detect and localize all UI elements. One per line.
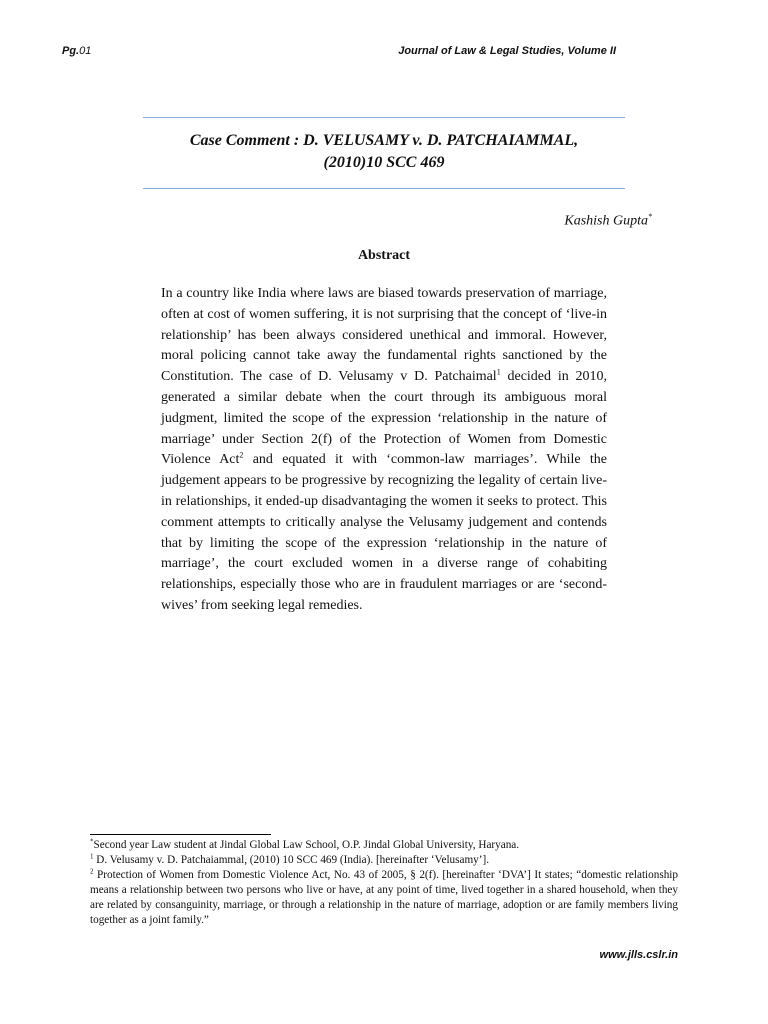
footnote-mark: 1	[90, 852, 94, 861]
footnote-author	[90, 838, 678, 853]
footnote-text: Second year Law student at Jindal Global Law School, O.P. Jindal Global University, Haryana.	[93, 839, 520, 851]
footer-url[interactable]: www.jlls.cslr.in	[599, 949, 678, 961]
author-name-text: Kashish Gupta	[564, 213, 648, 229]
footnote-separator	[90, 834, 271, 835]
footnote-mark: *	[90, 837, 94, 846]
author-footnote-mark: *	[648, 212, 652, 221]
footnotes	[90, 838, 678, 928]
footnote-ref-2: 2	[239, 450, 244, 460]
page-prefix: Pg.	[62, 45, 80, 57]
author-name	[564, 212, 652, 230]
abstract-text-1: In a country like India where laws are biased towards preservation of marriage, often at cost of women suffering, it is not surprising that the concept of ‘live-in relationship’ has been always considered unethical and immoral. However, moral policing cannot take away the fundamental rights sanctioned by the Constitution. The case of D. Velusamy v D. Patchaimal	[161, 286, 607, 385]
title-bottom-rule	[143, 188, 625, 189]
abstract-body	[161, 284, 607, 617]
journal-name: Journal of Law & Legal Studies, Volume II	[398, 45, 616, 57]
abstract-heading: Abstract	[357, 248, 411, 263]
page-number	[62, 45, 91, 57]
footnote-2	[90, 868, 678, 928]
title-top-rule	[143, 117, 625, 118]
title-line-1: Case Comment : D. VELUSAMY v. D. PATCHAIAMMAL,	[189, 132, 579, 149]
footnote-text: D. Velusamy v. D. Patchaiammal, (2010) 10 SCC 469 (India). [hereinafter ‘Velusamy’].	[93, 854, 490, 866]
abstract-text-3: and equated it with ‘common-law marriages’. While the judgement appears to be progressive by recognizing the legality of certain live-in relationships, it ended-up disadvantaging the women it seeks to protect. This comment attempts to critically analyse the Velusamy judgement and contends that by limiting the scope of the expression ‘relationship in the nature of marriage’, the court excluded women in a diverse range of cohabiting relationships, especially those who are in fraudulent marriages or are ‘second-wives’ from seeking legal remedies.	[161, 452, 608, 613]
page-number-value: 01	[79, 45, 92, 57]
footnote-mark: 2	[90, 867, 94, 876]
article-title	[143, 130, 625, 174]
footnote-text: Protection of Women from Domestic Violence Act, No. 43 of 2005, § 2(f). [hereinafter ‘DVA’] It states; “domestic relationship means a relationship between two persons who live or have, at any point of time, lived together in a shared household, when they are related by consanguinity, marriage, or through a relationship in the nature of marriage, adoption or are family members living together as a joint family.”	[90, 869, 678, 926]
title-line-2: (2010)10 SCC 469	[323, 154, 445, 171]
footnote-1	[90, 853, 678, 868]
footnote-ref-1: 1	[496, 367, 501, 377]
abstract-text-2: decided in 2010, generated a similar debate when the court through its ambiguous moral judgment, limited the scope of the expression ‘relationship in the nature of marriage’ under Section 2(f) of the Protection of Women from Domestic Violence Act	[161, 369, 607, 468]
